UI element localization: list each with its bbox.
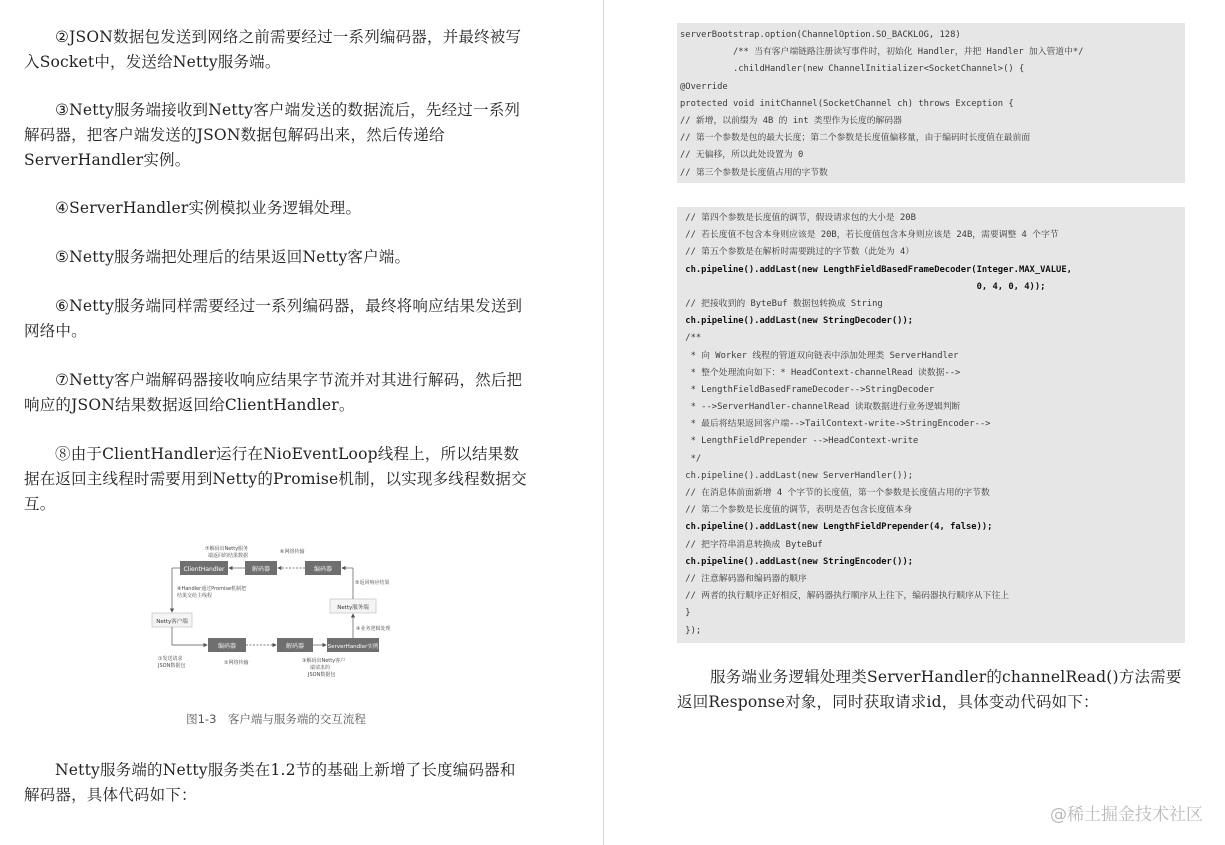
paragraph-text: 服务端业务逻辑处理类ServerHandler的channelRead()方法需要返回Response对象，同时获取请求id，具体变动代码如下：: [677, 668, 1182, 711]
code-line: ch.pipeline().addLast(new LengthFieldBasedFrameDecoder(Integer.MAX_VALUE,: [680, 264, 1072, 275]
code-line: ch.pipeline().addLast(new ServerHandler());: [680, 470, 914, 481]
svg-text:解码器: 解码器: [285, 643, 305, 650]
paragraph-step-3: [24, 98, 528, 173]
annotation-8b: 结果交给主线程: [177, 593, 213, 599]
code-line: }: [680, 608, 691, 619]
code-line: });: [680, 625, 702, 636]
box-netty-server: [330, 599, 376, 613]
code-line: // 无偏移，所以此处设置为 0: [680, 150, 804, 161]
annotation-6: ⑥网络传输: [280, 549, 305, 555]
svg-text:编码器: 编码器: [217, 643, 237, 650]
paragraph-step-6: [24, 294, 528, 344]
svg-text:ServerHandler实例: ServerHandler实例: [327, 644, 379, 650]
code-line: // 第二个参数是长度值的调节，表明是否包含长度值本身: [680, 505, 913, 516]
paragraph-text: ③Netty服务端接收到Netty客户端发送的数据流后，先经过一系列解码器，把客户端发送的JSON数据包解码出来，然后传递给ServerHandler实例。: [24, 101, 521, 169]
annotation-4: ④业务逻辑处理: [356, 626, 391, 632]
box-netty-client: [152, 613, 192, 627]
box-encoder-bottom: [208, 638, 246, 652]
annotation-1b: JSON数据包: [158, 663, 186, 669]
annotation-1: ①发送请求: [158, 656, 183, 662]
paragraph-text: ⑥Netty服务端同样需要经过一系列编码器，最终将响应结果发送到网络中。: [24, 297, 523, 340]
paragraph-step-2: [24, 25, 528, 75]
code-line: // 第四个参数是长度值的调节，假设请求包的大小是 20B: [680, 213, 916, 223]
code-line: serverBootstrap.option(ChannelOption.SO_BACKLOG, 128): [680, 30, 961, 40]
paragraph-step-4: [24, 196, 528, 221]
code-line: /** 当有客户端链路注册读写事件时，初始化 Handler，并把 Handler 加入管道中*/: [680, 47, 1084, 58]
code-line: 0, 4, 0, 4));: [680, 281, 1046, 292]
svg-text:ClientHandler: ClientHandler: [183, 566, 225, 573]
code-line: */: [680, 453, 702, 464]
figure-caption: 图1-3 客户端与服务端的交互流程: [186, 712, 366, 726]
paragraph-text: ②JSON数据包发送到网络之前需要经过一系列编码器，并最终被写入Socket中，发送给Netty服务端。: [24, 28, 522, 71]
code-line: * LengthFieldBasedFrameDecoder-->StringDecoder: [680, 384, 935, 395]
code-line: * 最后将结果返回客户端-->TailContext-write->StringEncoder-->: [680, 419, 991, 430]
annotation-2: ②网络传输: [224, 660, 249, 666]
left-page: [0, 0, 603, 845]
box-decoder-bottom: [277, 638, 313, 652]
code-line: @Override: [680, 81, 728, 92]
code-line: * 整个处理流向如下：* HeadContext-channelRead 读数据-->: [680, 367, 961, 378]
code-line: /**: [680, 333, 702, 344]
box-client-handler: [180, 561, 228, 575]
code-line: // 第三个参数是长度值占用的字节数: [680, 167, 828, 178]
code-block-1: [677, 23, 1185, 183]
paragraph-text: ⑤Netty服务端把处理后的结果返回Netty客户端。: [55, 248, 411, 266]
box-encoder-top: [305, 561, 341, 575]
closing-paragraph-right: [677, 665, 1197, 715]
code-line: * LengthFieldPrepender -->HeadContext-write: [680, 436, 919, 447]
paragraph-text: ⑦Netty客户端解码器接收响应结果字节流并对其进行解码，然后把响应的JSON结果数据返回给ClientHandler。: [24, 371, 523, 414]
annotation-5: ⑤返回响应结果: [355, 580, 390, 586]
paragraph-text: ⑧由于ClientHandler运行在NioEventLoop线程上，所以结果数据在返回主线程时需要用到Netty的Promise机制，以实现多线程数据交互。: [24, 445, 527, 513]
annotation-7b: 端返回的结果数据: [208, 553, 249, 559]
paragraph-text: Netty服务端的Netty服务类在1.2节的基础上新增了长度编码器和解码器，具体代码如下：: [24, 761, 516, 804]
box-server-handler: [327, 638, 379, 652]
svg-text:Netty服务端: Netty服务端: [337, 605, 369, 611]
code-line: // 把接收到的 ByteBuf 数据包转换成 String: [680, 298, 883, 309]
code-line: // 第一个参数是包的最大长度；第二个参数是长度值偏移量，由于编码时长度值在最前面: [680, 133, 1031, 144]
code-line: // 把字符串消息转换成 ByteBuf: [680, 539, 823, 550]
closing-paragraph-left: [24, 758, 528, 808]
paragraph-step-7: [24, 368, 528, 418]
paragraph-text: ④ServerHandler实例模拟业务逻辑处理。: [55, 199, 362, 217]
box-decoder-top: [245, 561, 277, 575]
svg-text:解码器: 解码器: [251, 566, 271, 573]
code-line: // 第五个参数是在解析时需要跳过的字节数（此处为 4）: [680, 247, 915, 258]
code-block-2: [677, 207, 1185, 643]
annotation-3c: JSON数据包: [308, 672, 336, 678]
code-line: // 若长度值不包含本身则应该是 20B，若长度值包含本身则应该是 24B，需要调整 4 个字节: [680, 230, 1059, 241]
right-page: [604, 0, 1225, 845]
code-line: protected void initChannel(SocketChannel ch) throws Exception {: [680, 98, 1014, 109]
code-line: * -->ServerHandler-channelRead 读取数据进行业务逻辑判断: [680, 402, 961, 413]
watermark: @稀土掘金技术社区: [1050, 805, 1203, 825]
annotation-8: ⑧Handler通过Promise机制把: [177, 586, 247, 592]
code-line: // 新增，以前缀为 4B 的 int 类型作为长度的解码器: [680, 115, 902, 126]
code-line: // 两者的执行顺序正好相反，解码器执行顺序从上往下，编码器执行顺序从下往上: [680, 591, 1010, 602]
code-line: // 注意解码器和编码器的顺序: [680, 573, 807, 584]
code-line: * 向 Worker 线程的管道双向链表中添加处理类 ServerHandler: [680, 350, 959, 361]
code-line: .childHandler(new ChannelInitializer<SocketChannel>() {: [680, 64, 1025, 75]
paragraph-step-5: [24, 245, 528, 270]
svg-text:编码器: 编码器: [313, 566, 333, 573]
interaction-flow-diagram: [150, 543, 402, 693]
annotation-3b: 端请求的: [310, 665, 331, 671]
code-line: ch.pipeline().addLast(new StringDecoder());: [680, 316, 914, 327]
paragraph-step-8: [24, 442, 528, 517]
annotation-3: ③解码出Netty客户: [302, 658, 346, 664]
code-line: ch.pipeline().addLast(new StringEncoder());: [680, 556, 914, 567]
code-line: ch.pipeline().addLast(new LengthFieldPrepender(4, false));: [680, 522, 993, 533]
svg-text:Netty客户端: Netty客户端: [156, 619, 188, 625]
annotation-7: ⑦解码出Netty服务: [205, 546, 249, 552]
code-line: // 在消息体前面新增 4 个字节的长度值，第一个参数是长度值占用的字节数: [680, 488, 990, 498]
